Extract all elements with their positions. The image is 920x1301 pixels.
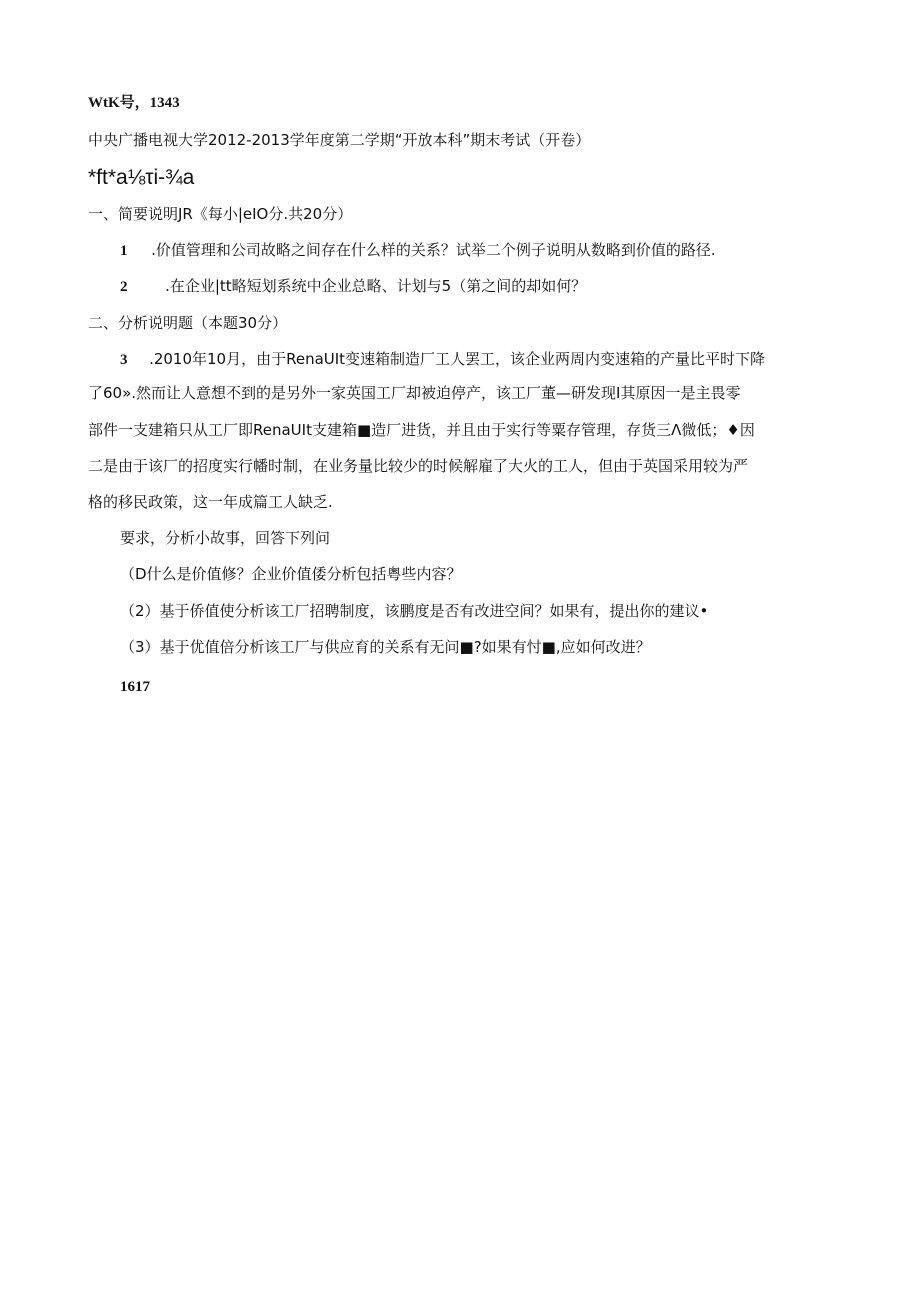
paragraph-line-3: 部件一支建箱只从工厂即RenaUIt支建箱■造厂进货，并且由于实行等粟存管理，存货三Λ微低；♦因 <box>88 421 755 439</box>
exam-title: 中央广播电视大学2012-2013学年度第二学期“开放本科”期末考试（开卷） <box>88 131 591 149</box>
course-title: *ft*a⅛τi-¾a <box>88 166 195 189</box>
subquestion-2: （2）基于侨值使分析该工厂招聘制度，该鹏度是否有改进空间？如果有，提出你的建议• <box>120 602 709 620</box>
question-1 <box>120 240 716 261</box>
question-text: .价值管理和公司故略之间存在什么样的关系？试举二个例子说明从数略到价值的路径. <box>151 241 716 259</box>
paragraph-line-4: 二是由于该厂的招度实行幡时制，在业务量比较少的时候解雇了大火的工人，但由于英国采用较为严 <box>88 457 749 475</box>
question-text: .在企业|tt略短划系统中企业总略、计划与5（第之间的却如何？ <box>165 277 587 295</box>
paragraph-line-5: 格的移民政策，这一年成篇工人缺乏. <box>88 493 333 511</box>
paragraph-text: .2010年10月，由于RenaUIt变速箱制造厂工人罢工，该企业两周内变速箱的产量比平时下降 <box>149 350 766 368</box>
page-number: 1617 <box>120 679 150 695</box>
paragraph-line-1 <box>120 349 765 370</box>
paper-code: WtK号，1343 <box>88 95 180 111</box>
question-number: 1 <box>120 243 128 259</box>
subquestion-3: （3）基于优值倍分析该工厂与供应育的关系有无问■?如果有忖■,应如何改进？ <box>120 638 651 656</box>
question-number: 3 <box>120 352 128 368</box>
question-2 <box>120 276 586 297</box>
question-number: 2 <box>120 279 128 295</box>
paragraph-line-2: 了60».然而让人意想不到的是另外一家英国工厂却被迫停产，该工厂董—研发现I其原因一是主畏零 <box>88 384 741 402</box>
requirement-text: 要求，分析小故事，回答下列问 <box>120 529 331 547</box>
subquestion-1: （D什么是价值修？企业价值倭分析包括粤些内容？ <box>120 565 462 583</box>
section1-heading: 一、简要说明JR《每小|eIO分.共20分） <box>88 205 353 223</box>
section2-heading: 二、分析说明题（本题30分） <box>88 314 288 332</box>
